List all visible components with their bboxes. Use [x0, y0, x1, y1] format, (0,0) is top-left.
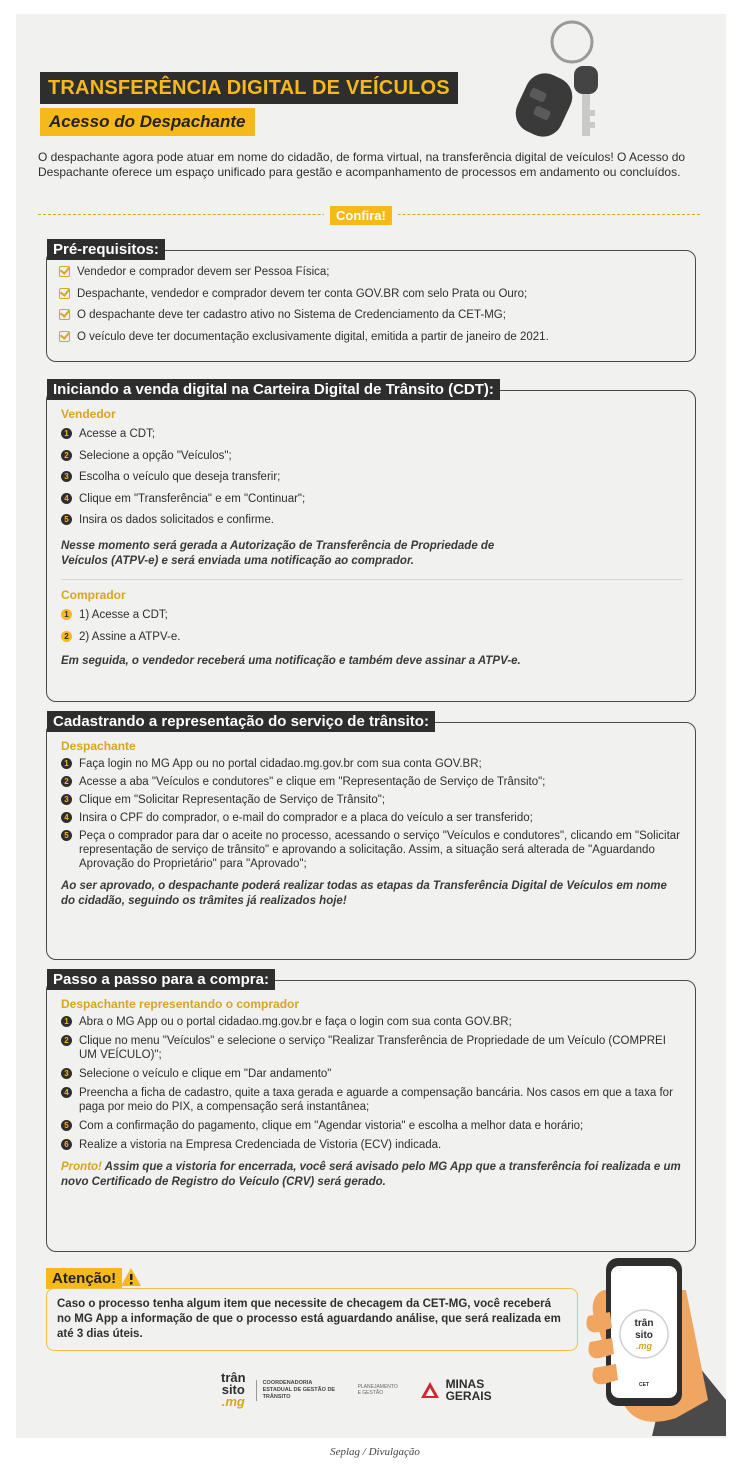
transito-mg-logo: trân sito .mg	[221, 1370, 246, 1409]
list-item: 3 Clique em "Solicitar Representação de Serviço de Trânsito";	[61, 793, 683, 807]
registration-note: Ao ser aprovado, o despachante poderá realizar todas as etapas da Transferência Digital de Veículos em nome do cidadão, seguindo os trâmites já realizados hoje!	[61, 880, 667, 907]
buyer-note: Em seguida, o vendedor receberá uma notificação e também deve assinar a ATPV-e.	[61, 654, 521, 667]
step-number-icon: 6	[61, 1139, 72, 1150]
prerequisites-list	[59, 265, 683, 344]
registration-steps	[61, 757, 683, 871]
list-item: 5 Peça o comprador para dar o aceite no processo, acessando o serviço "Veículos e condutores", clicando em "Solicitar representação de serviço de trânsito" e aprovando a solicitação. Assim, a situação será alterada de "Aguardando Aprovação do Proprietário" para "Aprovado";	[61, 829, 683, 871]
step-number-icon: 5	[61, 514, 72, 525]
checkbox-icon	[59, 331, 70, 342]
coordenadoria-logo: COORDENADORIA ESTADUAL DE GESTÃO DE TRÂNSITO	[256, 1380, 336, 1401]
list-item: 2 Selecione a opção "Veículos";	[61, 449, 683, 463]
list-item: 4 Preencha a ficha de cadastro, quite a taxa gerada e aguarde a compensação bancária. Nos casos em que a taxa for paga por meio do PIX, a compensação será instantânea;	[61, 1086, 683, 1114]
phone-logo-line1: trân	[634, 1318, 654, 1329]
list-item: 1 1) Acesse a CDT;	[61, 608, 683, 622]
minas-gerais-triangle-icon	[420, 1381, 440, 1399]
step-number-icon: 1	[61, 428, 72, 439]
planejamento-logo: PLANEJAMENTO E GESTÃO	[357, 1384, 398, 1396]
sale-title: Iniciando a venda digital na Carteira Digital de Trânsito (CDT):	[47, 379, 500, 400]
step-number-icon: 4	[61, 812, 72, 823]
sale-section	[46, 381, 696, 702]
infographic	[16, 14, 726, 1438]
checkbox-icon	[59, 288, 70, 299]
buyer-label: Comprador	[61, 588, 126, 602]
list-item: 4 Insira o CPF do comprador, o e-mail do comprador e a placa do veículo a ser transferido;	[61, 811, 683, 825]
phone-logo-line2: sito	[635, 1330, 653, 1341]
list-item: 5 Com a confirmação do pagamento, clique em "Agendar vistoria" e escolha a melhor data e horário;	[61, 1119, 683, 1133]
seller-steps	[61, 427, 683, 527]
page-subtitle: Acesso do Despachante	[40, 108, 255, 136]
confira-badge	[324, 206, 398, 225]
photo-credit: Seplag / Divulgação	[330, 1446, 420, 1458]
list-item: 3 Escolha o veículo que deseja transferir;	[61, 470, 683, 484]
list-item: Vendedor e comprador devem ser Pessoa Física;	[59, 265, 683, 279]
list-item: 5 Insira os dados solicitados e confirme.	[61, 513, 683, 527]
step-number-icon: 1	[61, 609, 72, 620]
attention-title: Atenção!	[46, 1268, 122, 1289]
purchase-steps	[61, 1015, 683, 1152]
step-number-icon: 5	[61, 830, 72, 841]
attention-text: Caso o processo tenha algum item que necessite de checagem da CET-MG, você receberá no MG App a informação de que o processo está aguardando análise, que será realizada em	[57, 1298, 561, 1325]
list-item: 3 Selecione o veículo e clique em "Dar andamento"	[61, 1067, 683, 1081]
list-item: 1 Abra o MG App ou o portal cidadao.mg.gov.br e faça o login com sua conta GOV.BR;	[61, 1015, 683, 1029]
seller-note: Nesse momento será gerada a Autorização de Transferência de Propriedade de Veículos (ATPV-e) e será enviada uma notificação ao comprador.	[61, 540, 495, 567]
checkbox-icon	[59, 266, 70, 277]
list-item: O veículo deve ter documentação exclusivamente digital, emitida a partir de janeiro de 2021.	[59, 330, 683, 344]
seller-label: Vendedor	[61, 407, 116, 421]
purchase-section	[46, 971, 696, 1252]
list-item: 1 Acesse a CDT;	[61, 427, 683, 441]
step-number-icon: 2	[61, 1035, 72, 1046]
purchase-note: Pronto! Assim que a vistoria for encerrada, você será avisado pelo MG App que a transferência foi realizada e um novo Certificado de Registro do Veículo (CRV) será gerado.	[61, 1161, 681, 1188]
registration-title: Cadastrando a representação do serviço de trânsito:	[47, 711, 435, 732]
list-item: O despachante deve ter cadastro ativo no Sistema de Credenciamento da CET-MG;	[59, 308, 683, 322]
list-item: 6 Realize a vistoria na Empresa Credenciada de Vistoria (ECV) indicada.	[61, 1138, 683, 1152]
registration-section	[46, 713, 696, 960]
purchase-title: Passo a passo para a compra:	[47, 969, 275, 990]
step-number-icon: 3	[61, 471, 72, 482]
prerequisites-title: Pré-requisitos:	[47, 239, 165, 260]
dispatcher-buyer-label: Despachante representando o comprador	[61, 997, 300, 1011]
page-title: TRANSFERÊNCIA DIGITAL DE VEÍCULOS	[40, 72, 458, 104]
list-item: Despachante, vendedor e comprador devem ter conta GOV.BR com selo Prata ou Ouro;	[59, 287, 683, 301]
step-number-icon: 2	[61, 776, 72, 787]
hand-phone-illustration	[582, 1250, 726, 1436]
step-number-icon: 4	[61, 493, 72, 504]
step-number-icon: 4	[61, 1087, 72, 1098]
list-item: 2 Clique no menu "Veículos" e selecione o serviço "Realizar Transferência de Propriedade de um Veículo (COMPREI UM VEÍCULO)";	[61, 1034, 683, 1062]
minas-gerais-logo: MINAS GERAIS	[420, 1378, 492, 1402]
step-number-icon: 1	[61, 1016, 72, 1027]
attention-highlight: até 3 dias úteis.	[57, 1328, 143, 1340]
list-item: 4 Clique em "Transferência" e em "Continuar";	[61, 492, 683, 506]
buyer-steps	[61, 608, 683, 644]
step-number-icon: 5	[61, 1120, 72, 1131]
list-item: 2 Acesse a aba "Veículos e condutores" e clique em "Representação de Serviço de Trânsito";	[61, 775, 683, 789]
confira-label: Confira!	[330, 206, 392, 225]
divider	[61, 579, 683, 580]
step-number-icon: 1	[61, 758, 72, 769]
checkbox-icon	[59, 309, 70, 320]
dispatcher-label: Despachante	[61, 739, 136, 753]
phone-small-text: CET	[639, 1382, 649, 1388]
list-item: 1 Faça login no MG App ou no portal cidadao.mg.gov.br com sua conta GOV.BR;	[61, 757, 683, 771]
step-number-icon: 2	[61, 450, 72, 461]
step-number-icon: 2	[61, 631, 72, 642]
step-number-icon: 3	[61, 794, 72, 805]
phone-logo-line3: .mg	[635, 1341, 653, 1351]
attention-box	[46, 1288, 578, 1351]
car-keys-illustration	[500, 14, 610, 144]
footer-logos	[221, 1369, 492, 1411]
intro-text: O despachante agora pode atuar em nome do cidadão, de forma virtual, na transferência digital de veículos! O Acesso do Despachante oferece um espaço unificado para gestão e acompanhamento de processos em andamento ou concluídos.	[38, 150, 686, 179]
list-item: 2 2) Assine a ATPV-e.	[61, 630, 683, 644]
step-number-icon: 3	[61, 1068, 72, 1079]
warning-icon	[120, 1267, 142, 1287]
prerequisites-section	[46, 241, 696, 362]
